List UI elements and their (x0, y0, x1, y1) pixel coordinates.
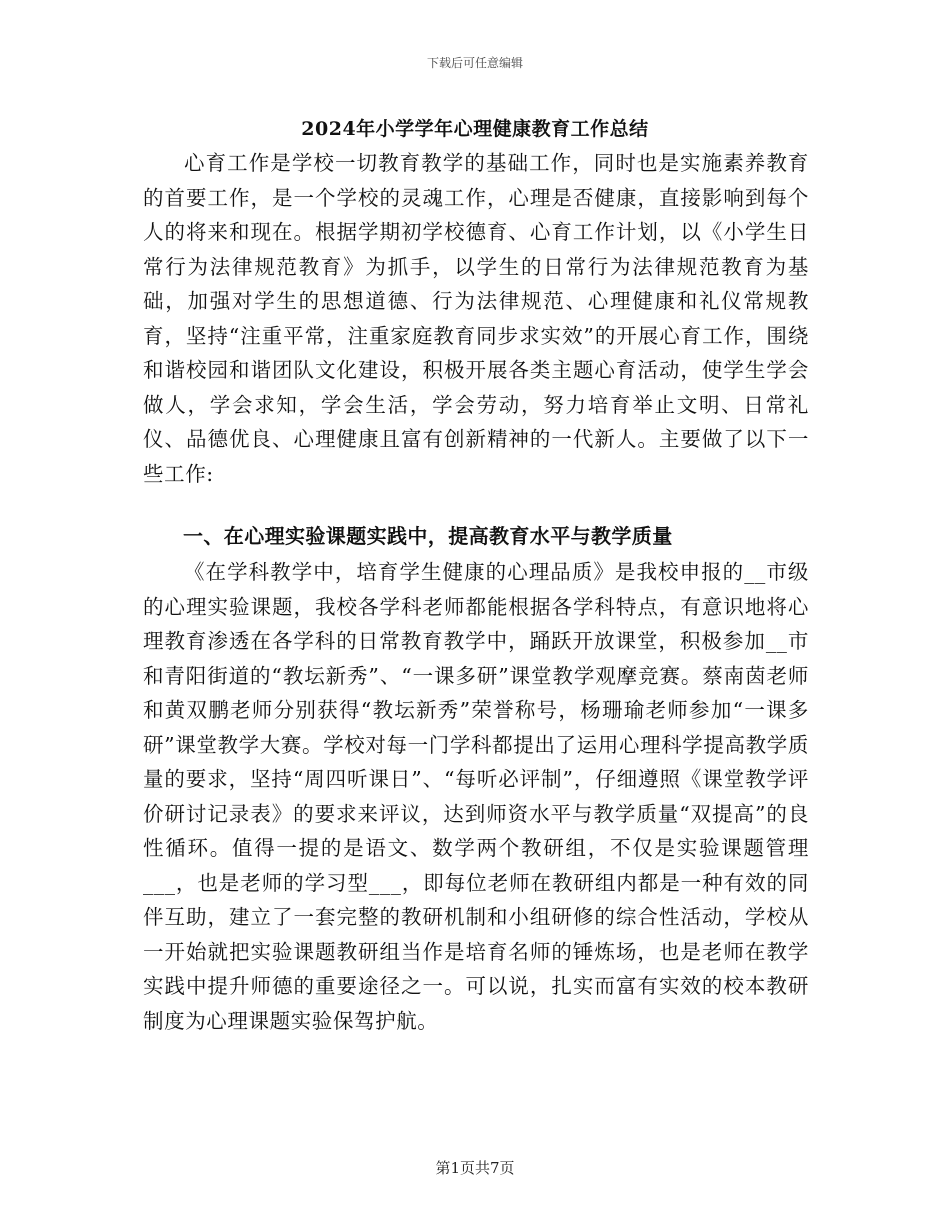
section-1-paragraph: 《在学科教学中，培育学生健康的心理品质》是我校申报的__市级的心理实验课题，我校各学科老师都能根据各学科特点，有意识地将心理教育渗透在各学科的日常教育教学中，踊跃开放课堂，积极参加__市和青阳街道的“教坛新秀”、“一课多研”课堂教学观摩竞赛。蔡南茵老师和黄双鹏老师分别获得“教坛新秀”荣誉称号，杨珊瑜老师参加“一课多研”课堂教学大赛。学校对每一门学科都提出了运用心理科学提高教学质量的要求，坚持“周四听课日”、“每听必评制”，仔细遵照《课堂教学评价研讨记录表》的要求来评议，达到师资水平与教学质量“双提高”的良性循环。值得一提的是语文、数学两个教研组，不仅是实验课题管理___，也是老师的学习型___，即每位老师在教研组内都是一种有效的同伴互助，建立了一套完整的教研机制和小组研修的综合性活动，学校从一开始就把实验课题教研组当作是培育名师的锤炼场，也是老师在教学实践中提升师德的重要途径之一。可以说，扎实而富有实效的校本教研制度为心理课题实验保驾护航。 (143, 560, 809, 1033)
intro-paragraph: 心育工作是学校一切教育教学的基础工作，同时也是实施素养教育的首要工作，是一个学校的灵魂工作，心理是否健康，直接影响到每个人的将来和现在。根据学期初学校德育、心育工作计划，以《小学生日常行为法律规范教育》为抓手，以学生的日常行为法律规范教育为基础，加强对学生的思想道德、行为法律规范、心理健康和礼仪常规教育，坚持“注重平常，注重家庭教育同步求实效”的开展心育工作，围绕和谐校园和谐团队文化建设，积极开展各类主题心育活动，使学生学会做人，学会求知，学会生活，学会劳动，努力培育举止文明、日常礼仪、品德优良、心理健康且富有创新精神的一代新人。主要做了以下一些工作: (143, 151, 809, 486)
document-title: 2024年小学学年心理健康教育工作总结 (301, 118, 649, 140)
section-1-heading: 一、在心理实验课题实践中，提高教育水平与教学质量 (183, 524, 673, 548)
header-note: 下载后可任意编辑 (426, 56, 523, 70)
page-indicator: 第1页共7页 (435, 1159, 515, 1177)
